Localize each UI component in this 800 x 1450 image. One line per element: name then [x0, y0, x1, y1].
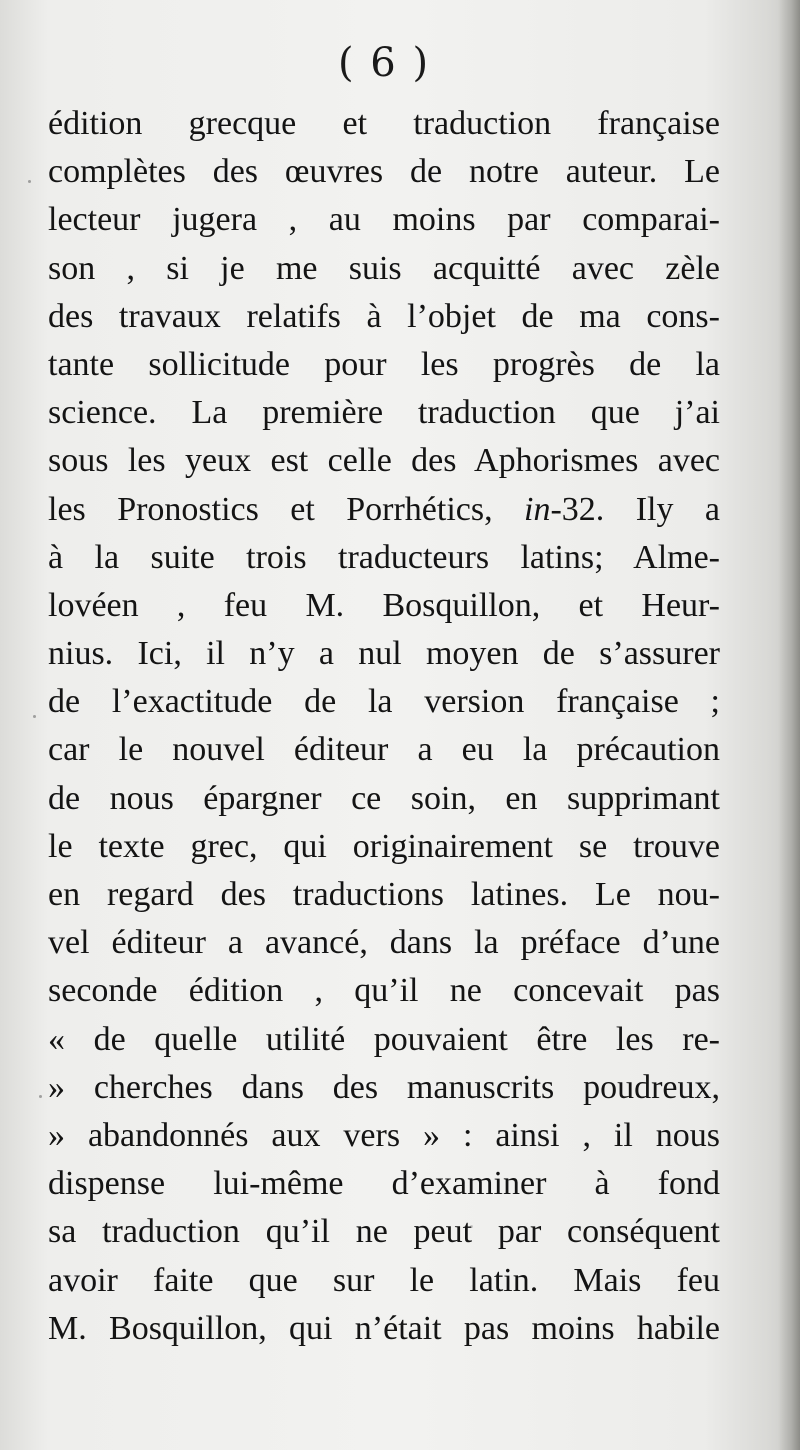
text-line: tante sollicitude pour les progrès de la [48, 345, 720, 383]
text-line: » abandonnés aux vers » : ainsi , il nous [48, 1116, 720, 1154]
text-line: édition grecque et traduction française [48, 105, 720, 142]
text-line: science. La première traduction que j’ai [48, 394, 720, 432]
text-line: son , si je me suis acquitté avec zèle [48, 249, 720, 287]
text-line: » cherches dans des manuscrits poudreux, [48, 1068, 720, 1106]
text-segment: -32. Ily a [550, 490, 721, 528]
text-line: car le nouvel éditeur a eu la précaution [48, 731, 720, 769]
text-line: le texte grec, qui originairement se trouve [48, 827, 720, 865]
text-line: lecteur jugera , au moins par comparai- [48, 201, 720, 239]
text-line: des travaux relatifs à l’objet de ma cons- [48, 297, 720, 335]
text-line: vel éditeur a avancé, dans la préface d’une [48, 924, 720, 962]
text-line: sous les yeux est celle des Aphorismes avec [48, 442, 720, 480]
body-text [48, 100, 720, 1353]
text-line: en regard des traductions latines. Le nou- [48, 876, 720, 913]
paper-speck [28, 180, 31, 183]
text-line: sa traduction qu’il ne peut par conséquent [48, 1213, 720, 1251]
page-edge-shadow [778, 0, 800, 1450]
text-line: M. Bosquillon, qui n’était pas moins habile [48, 1309, 720, 1347]
text-line: de nous épargner ce soin, en supprimant [48, 779, 720, 817]
text-line: lovéen , feu M. Bosquillon, et Heur- [48, 586, 720, 624]
text-line: complètes des œuvres de notre auteur. Le [48, 153, 720, 191]
text-line: à la suite trois traducteurs latins; Alme- [48, 538, 720, 576]
text-line: dispense lui-même d’examiner à fond [48, 1165, 720, 1203]
paper-speck [39, 1095, 42, 1098]
text-line: seconde édition , qu’il ne concevait pas [48, 972, 720, 1010]
paper-speck [470, 1225, 473, 1228]
text-line: de l’exactitude de la version française ; [48, 683, 720, 721]
italic-text: in [524, 490, 551, 528]
text-line [48, 486, 720, 534]
text-segment: les Pronostics et Porrhétics, [48, 490, 525, 528]
text-line: nius. Ici, il n’y a nul moyen de s’assurer [48, 635, 720, 673]
text-line: « de quelle utilité pouvaient être les re- [48, 1020, 720, 1058]
paper-speck [33, 715, 36, 718]
text-line: avoir faite que sur le latin. Mais feu [48, 1261, 720, 1299]
page-number: ( 6 ) [337, 40, 431, 86]
